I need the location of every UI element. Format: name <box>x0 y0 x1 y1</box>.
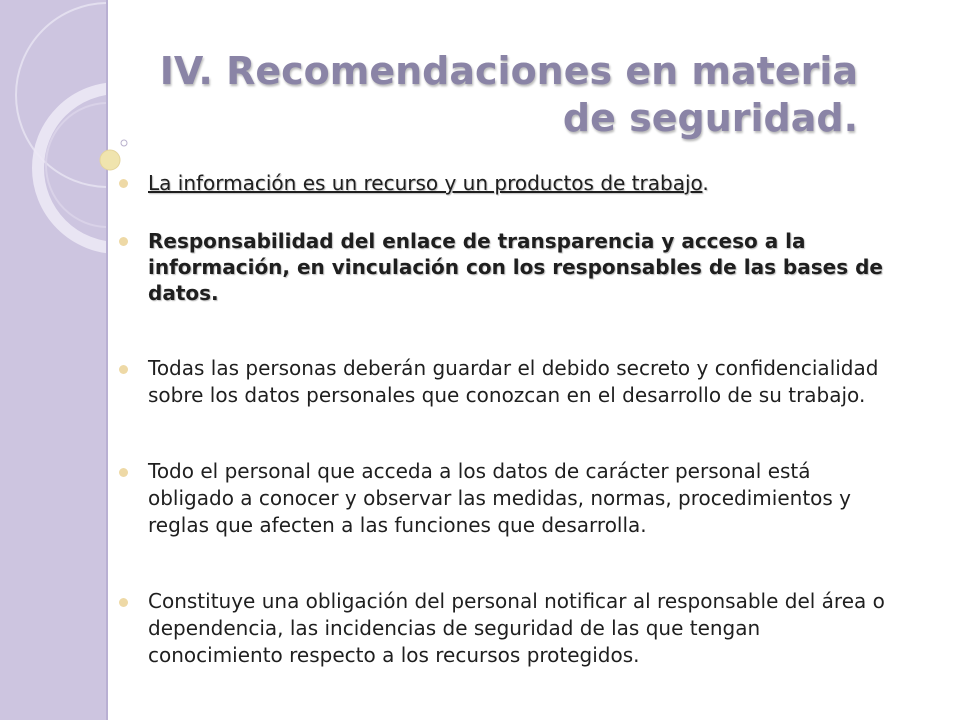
bullet-item-2 <box>118 228 898 306</box>
title-line-2: de seguridad. <box>562 96 858 140</box>
bullet-item-3 <box>118 355 898 409</box>
slide-title <box>150 48 858 142</box>
bullet-dot-icon <box>119 365 128 374</box>
bullet-item-4 <box>118 458 898 539</box>
bullet-text-1-period: . <box>702 171 709 195</box>
bullet-text-4: Todo el personal que acceda a los datos de carácter personal está obligado a conocer y observar las medidas, normas, procedimientos y reglas que afecten a las funciones que desarrolla. <box>148 459 852 537</box>
bullet-text-1: La información es un recurso y un productos de trabajo <box>148 171 703 195</box>
bullet-list <box>118 170 898 669</box>
bullet-dot-icon <box>119 237 128 246</box>
bullet-text-5: Constituye una obligación del personal notificar al responsable del área o dependencia, las incidencias de seguridad de las que tengan conocimiento respecto a los recursos protegidos. <box>148 589 885 667</box>
bullet-text-2: Responsabilidad del enlace de transparencia y acceso a la información, en vinculación con los responsables de las bases de datos. <box>148 229 883 305</box>
title-line-1: IV. Recomendaciones en materia <box>159 49 858 93</box>
bullet-item-1 <box>118 170 898 196</box>
bullet-text-3: Todas las personas deberán guardar el debido secreto y confidencialidad sobre los datos personales que conozcan en el desarrollo de su trabajo. <box>148 356 879 407</box>
bullet-dot-icon <box>119 468 128 477</box>
bullet-dot-icon <box>119 598 128 607</box>
bullet-dot-icon <box>119 179 128 188</box>
bullet-item-5 <box>118 588 898 669</box>
